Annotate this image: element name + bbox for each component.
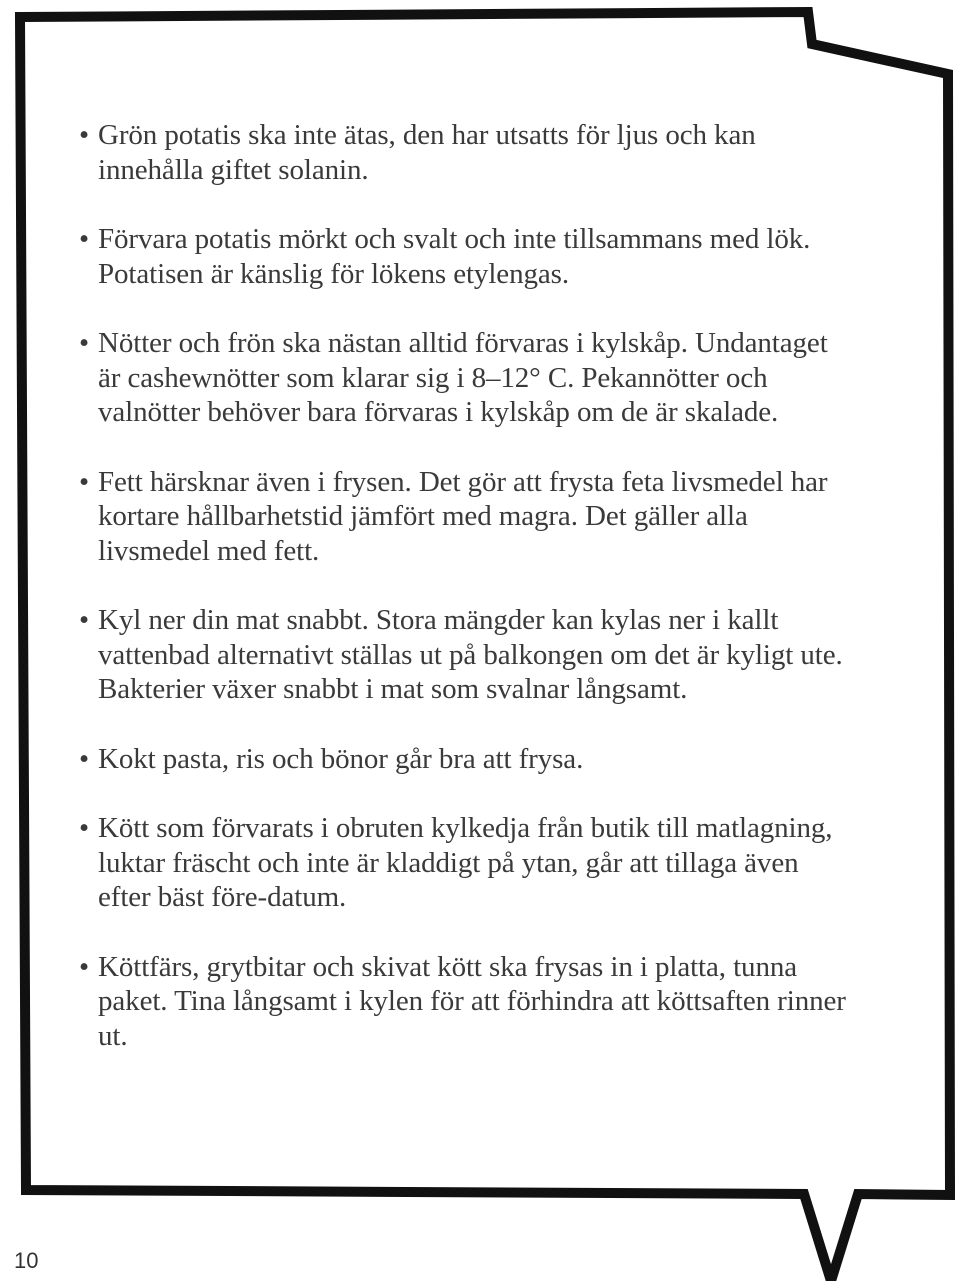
tip-text: Förvara potatis mörkt och svalt och inte tillsammans med lök. Potatisen är känslig för lökens etylengas. [98,223,811,290]
list-item [76,222,846,291]
list-item [76,118,846,187]
bullet: • [79,604,90,636]
tip-text: Nötter och frön ska nästan alltid förvaras i kylskåp. Undantaget är cashewnötter som klarar sig i 8–12° C. Pekannötter och valnötter behöver bara förvaras i kylskåp om de är skalade. [98,327,828,428]
tip-text: Kokt pasta, ris och bönor går bra att frysa. [98,742,584,775]
list-item [76,326,846,430]
bullet: • [79,119,90,151]
bullet: • [79,465,90,498]
tip-text: Köttfärs, grytbitar och skivat kött ska frysas in i platta, tunna paket. Tina långsamt i kylen för att förhindra att köttsaften rinner ut. [98,950,846,1052]
tip-text: Kött som förvarats i obruten kylkedja från butik till matlagning, luktar fräscht och inte är kladdigt på ytan, går att tillaga även efter bäst före-datum. [98,812,833,913]
list-item [76,811,846,915]
list-item [76,950,846,1054]
tip-text: Fett härsknar även i frysen. Det gör att frysta feta livsmedel har kortare hållbarhetstid jämfört med magra. Det gäller alla livsmedel med fett. [98,465,828,567]
list-item [76,465,846,569]
bullet: • [79,742,90,775]
bullet: • [79,327,90,359]
tips-list [76,118,846,1088]
page-number: 10 [14,1248,39,1273]
list-item [76,742,846,777]
bullet: • [79,950,90,983]
list-item [76,603,846,707]
bullet: • [79,812,90,844]
tip-text: Grön potatis ska inte ätas, den har utsatts för ljus och kan innehålla giftet solanin. [98,119,756,186]
tip-text: Kyl ner din mat snabbt. Stora mängder kan kylas ner i kallt vattenbad alternativt ställas ut på balkongen om det är kyligt ute. Bakterier växer snabbt i mat som svalnar långsamt. [98,604,843,705]
bullet: • [79,223,90,255]
